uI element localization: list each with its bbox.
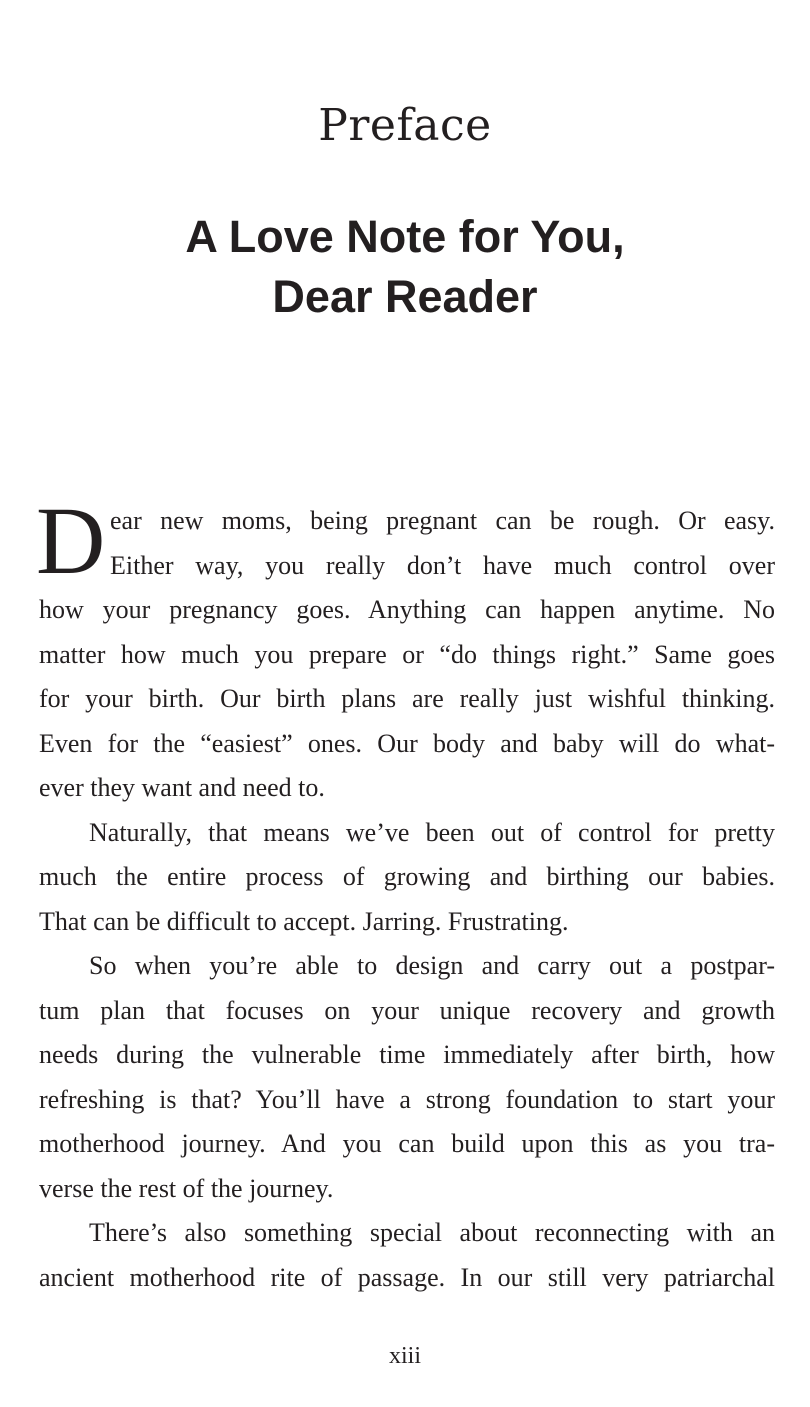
text-line: refreshing is that? You’ll have a strong foundation to start your	[39, 1084, 775, 1114]
text-line: ancient motherhood rite of passage. In our still very patriarchal	[39, 1262, 775, 1292]
text-line: Naturally, that means we’ve been out of control for pretty	[89, 817, 775, 847]
text-line: ever they want and need to.	[39, 773, 325, 802]
text-line: how your pregnancy goes. Anything can happen anytime. No	[39, 595, 775, 624]
text-line: That can be difficult to accept. Jarring. Frustrating.	[39, 906, 569, 936]
text-line: verse the rest of the journey.	[39, 1173, 334, 1203]
drop-cap: D	[36, 487, 106, 594]
page-number: xiii	[388, 1343, 421, 1369]
text-line: motherhood journey. And you can build upon this as you tra-	[39, 1129, 775, 1158]
text-line: for your birth. Our birth plans are really just wishful thinking.	[39, 684, 775, 713]
chapter-title-line-1: A Love Note for You,	[185, 211, 625, 262]
text-line: matter how much you prepare or “do things right.” Same goes	[39, 639, 775, 669]
section-label: Preface	[318, 100, 492, 151]
chapter-title-line-2: Dear Reader	[272, 271, 538, 322]
text-line: There’s also something special about reconnecting with an	[89, 1218, 775, 1247]
text-line: Even for the “easiest” ones. Our body and baby will do what-	[39, 728, 775, 758]
text-line: ear new moms, being pregnant can be rough. Or easy.	[110, 506, 775, 535]
text-line: needs during the vulnerable time immediately after birth, how	[39, 1040, 775, 1069]
body-text	[36, 487, 775, 1300]
text-line: tum plan that focuses on your unique recovery and growth	[39, 995, 775, 1025]
chapter-title	[0, 207, 810, 327]
text-line: Either way, you really don’t have much control over	[110, 550, 775, 580]
text-line: So when you’re able to design and carry out a postpar-	[89, 951, 775, 980]
text-line: much the entire process of growing and birthing our babies.	[39, 862, 775, 891]
